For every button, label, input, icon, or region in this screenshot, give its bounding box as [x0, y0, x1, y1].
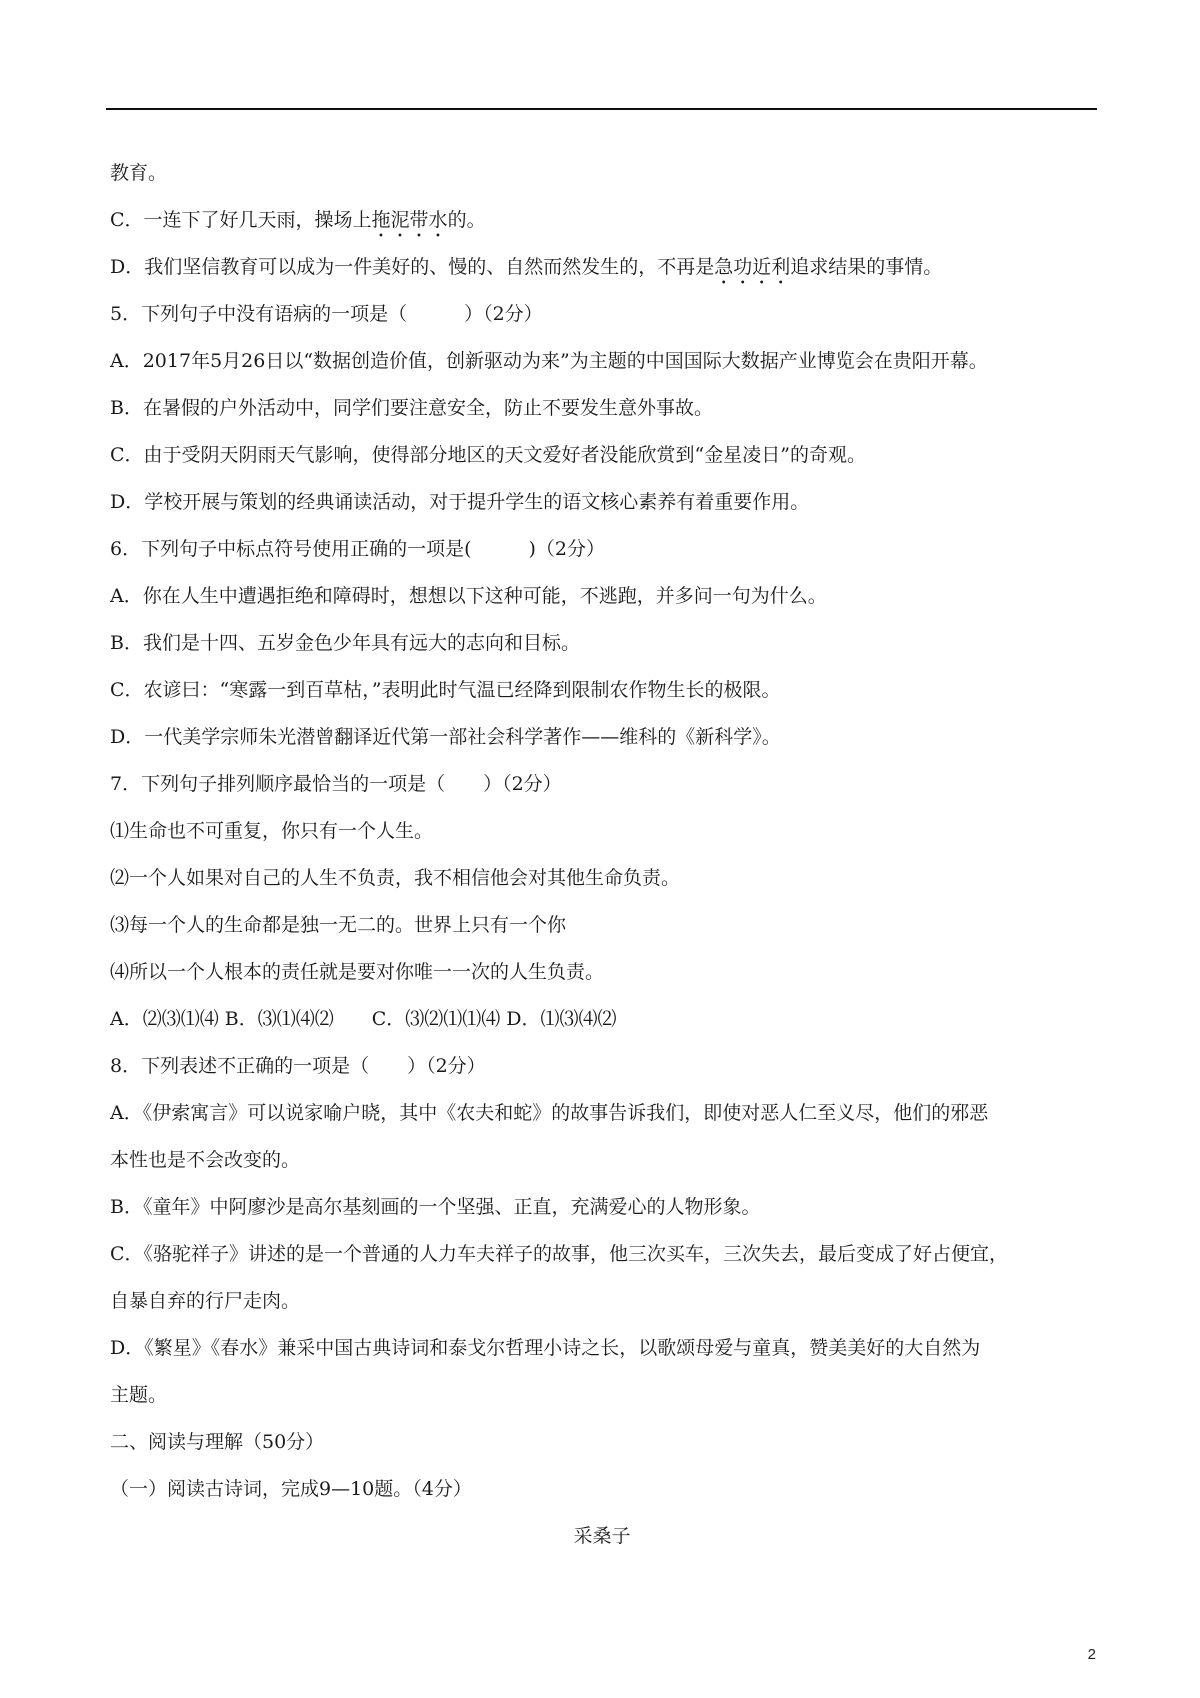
q7-sentence-2: ⑵一个人如果对自己的人生不负责，我不相信他会对其他生命负责。 — [110, 867, 681, 889]
q4-option-d — [110, 244, 1094, 291]
q8-option-a-line2: 本性也是不会改变的。 — [110, 1149, 301, 1171]
q8-option-c-line2: 自暴自弃的行尸走肉。 — [110, 1290, 301, 1312]
q6-stem: 6．下列句子中标点符号使用正确的一项是( )（2分） — [110, 538, 606, 560]
continuation-text: 教育。 — [110, 162, 168, 184]
q4-option-c-dotted: 拖泥带水 — [371, 209, 448, 231]
poem-title: 采桑子 — [573, 1525, 631, 1547]
q5-option-b: B．在暑假的户外活动中，同学们要注意安全，防止不要发生意外事故。 — [110, 397, 713, 419]
q5-option-c: C．由于受阴天阴雨天气影响，使得部分地区的天文爱好者没能欣赏到“金星凌日”的奇观。 — [110, 444, 866, 466]
q4-option-c-before: C．一连下了好几天雨，操场上 — [110, 209, 372, 231]
q8-stem: 8．下列表述不正确的一项是（ ）（2分） — [110, 1055, 486, 1077]
q7-sentence-1: ⑴生命也不可重复，你只有一个人生。 — [110, 820, 434, 842]
q7-options: A．⑵⑶⑴⑷ B．⑶⑴⑷⑵ C．⑶⑵⑴⑴⑷ D．⑴⑶⑷⑵ — [110, 1008, 617, 1030]
section2-sub1: （一）阅读古诗词，完成9—10题。（4分） — [110, 1478, 472, 1500]
q6-option-b: B．我们是十四、五岁金色少年具有远大的志向和目标。 — [110, 632, 580, 654]
q4-option-c-after: 的。 — [447, 209, 486, 231]
q7-sentence-4: ⑷所以一个人根本的责任就是要对你唯一一次的人生负责。 — [110, 961, 605, 983]
q4-option-c — [110, 197, 1094, 244]
page-number: 2 — [1087, 1646, 1096, 1663]
q8-option-c-line1: C．《骆驼祥子》讲述的是一个普通的人力车夫祥子的故事，他三次买车，三次失去，最后变成了好占便宜， — [110, 1243, 1009, 1265]
q8-option-a-line1: A．《伊索寓言》可以说家喻户晓，其中《农夫和蛇》的故事告诉我们，即使对恶人仁至义尽，他们的邪恶 — [110, 1102, 989, 1124]
q4-option-d-before: D．我们坚信教育可以成为一件美好的、慢的、自然而然发生的，不再是 — [110, 256, 715, 278]
q6-option-c: C．农谚曰：“寒露一到百草枯，”表明此时气温已经降到限制农作物生长的极限。 — [110, 679, 781, 701]
q4-option-d-after: 追求结果的事情。 — [790, 256, 943, 278]
q7-sentence-3: ⑶每一个人的生命都是独一无二的。世界上只有一个你 — [110, 914, 567, 936]
q5-option-d: D．学校开展与策划的经典诵读活动，对于提升学生的语文核心素养有着重要作用。 — [110, 491, 810, 513]
q7-stem: 7．下列句子排列顺序最恰当的一项是（ ）（2分） — [110, 773, 562, 795]
q5-stem: 5．下列句子中没有语病的一项是（ ）（2分） — [110, 303, 543, 325]
q6-option-d: D．一代美学宗师朱光潜曾翻译近代第一部社会科学著作——维科的《新科学》。 — [110, 726, 781, 748]
q4-option-d-dotted: 急功近利 — [714, 256, 791, 278]
q8-option-d-line1: D．《繁星》《春水》兼采中国古典诗词和泰戈尔哲理小诗之长，以歌颂母爱与童真，赞美美好的大自然为 — [110, 1337, 981, 1359]
page-body — [110, 150, 1094, 1560]
q6-option-a: A．你在人生中遭遇拒绝和障碍时，想想以下这种可能，不逃跑，并多问一句为什么。 — [110, 585, 827, 607]
section2-heading: 二、阅读与理解（50分） — [110, 1431, 325, 1453]
q5-option-a: A．2017年5月26日以“数据创造价值，创新驱动为来”为主题的中国国际大数据产业博览会在贵阳开幕。 — [110, 350, 988, 372]
header-rule — [106, 108, 1097, 110]
q8-option-b: B．《童年》中阿廖沙是高尔基刻画的一个坚强、正直，充满爱心的人物形象。 — [110, 1196, 761, 1218]
q8-option-d-line2: 主题。 — [110, 1384, 168, 1406]
